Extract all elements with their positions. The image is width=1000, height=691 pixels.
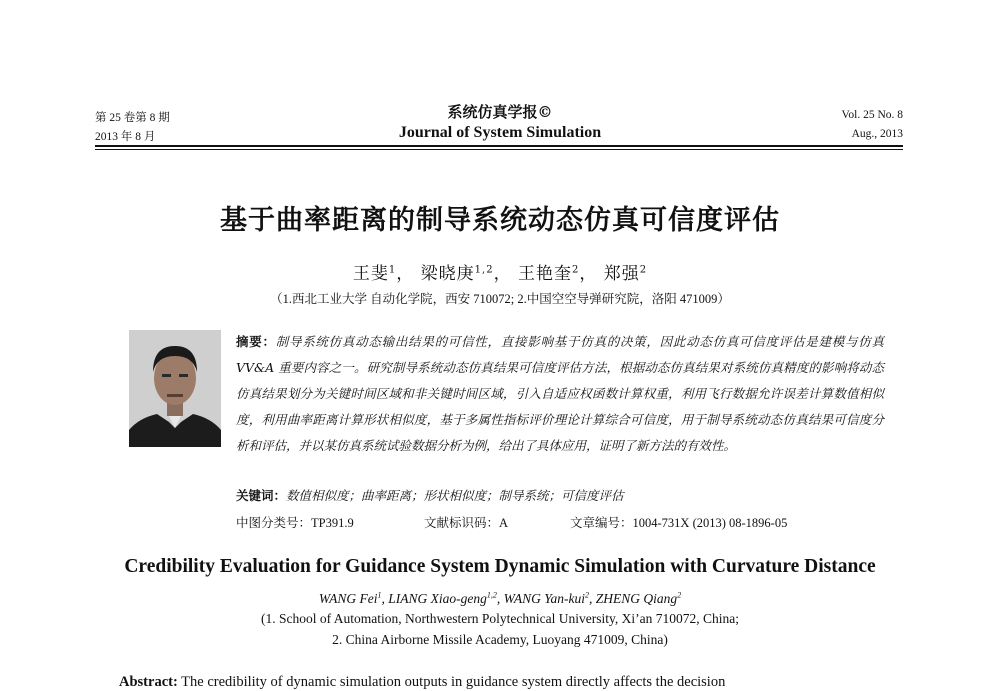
journal-name-cn: 系统仿真学报©: [447, 103, 553, 121]
clc-number: 中图分类号：TP391.9: [236, 516, 354, 530]
header-rule-thin: [95, 149, 903, 150]
document-code: 文献标识码：A: [424, 516, 509, 530]
author-cn-3: 王艳奎$^2$: [517, 264, 580, 284]
keywords-cn: [236, 486, 624, 504]
journal-name-en: Journal of System Simulation: [398, 124, 602, 141]
abstract-en-text: The credibility of dynamic simulation outputs in guidance system directly affects the decision: [181, 674, 726, 690]
header-volume-en: Vol. 25 No. 8: [841, 109, 903, 121]
author-cn-2: 梁晓庚$^{1,2}$: [420, 264, 494, 284]
abstract-cn: [236, 329, 884, 459]
header-date-en: Aug., 2013: [851, 128, 903, 140]
abstract-cn-text: 制导系统仿真动态输出结果的可信性，直接影响基于仿真的决策，因此动态仿真可信度评估是建模与仿真 VV&A 重要内容之一。研究制导系统动态仿真结果可信度评估方法，根据动态仿真结果对系统仿真精度的影响将动态仿真结果划分为关键时间区域和非关键时间区域，引入自适应权函数计算权重，利用飞行数据允许误差计算数值相似度，利用曲率距离计算形状相似度，基于多属性指标评价理论计算综合可信度，用于制导系统动态仿真结果可信度分析和评估，并以某仿真系统试验数据分析为例，给出了具体应用，证明了新方法的有效性。: [236, 334, 884, 453]
authors-en: [0, 590, 1000, 607]
abstract-cn-label: 摘要：: [236, 334, 276, 349]
header-issue-cn: 第 25 卷第 8 期: [95, 112, 170, 124]
author-cn-4: 郑强$^2$: [603, 264, 648, 284]
paper-title-cn: 基于曲率距离的制导系统动态仿真可信度评估: [220, 205, 780, 236]
keywords-cn-label: 关键词：: [236, 488, 287, 503]
author-cn-1: 王斐$^1$: [352, 264, 397, 284]
author-en-1: WANG Fei$^1$,: [318, 590, 389, 606]
author-en-2: LIANG Xiao-geng$^{1,2}$,: [388, 590, 504, 606]
author-en-4: ZHENG Qiang$^2$: [595, 590, 682, 606]
keywords-cn-text: 数值相似度；曲率距离；形状相似度；制导系统；可信度评估: [286, 488, 624, 503]
abstract-en: [119, 674, 725, 691]
author-photo: [129, 330, 221, 447]
affiliation-en-line-1: (1. School of Automation, Northwestern Polytechnical University, Xi’an 710072, China;: [261, 611, 739, 626]
paper-title-en: Credibility Evaluation for Guidance System Dynamic Simulation with Curvature Distance: [124, 556, 876, 577]
article-number: 文章编号：1004-731X (2013) 08-1896-05: [570, 516, 788, 530]
abstract-en-label: Abstract:: [119, 674, 178, 690]
authors-cn: 王斐$^1$， 梁晓庚$^{1,2}$， 王艳奎$^2$， 郑强$^2$: [352, 264, 648, 284]
author-en-3: WANG Yan-kui$^2$,: [503, 590, 596, 606]
affiliation-en-line-2: 2. China Airborne Missile Academy, Luoyang 471009, China): [332, 632, 668, 647]
header-rule-thick: [95, 145, 903, 147]
affiliation-cn: （1.西北工业大学 自动化学院，西安 710072; 2.中国空空导弹研究院，洛阳 471009）: [270, 292, 730, 306]
header-date-cn: 2013 年 8 月: [95, 131, 156, 143]
